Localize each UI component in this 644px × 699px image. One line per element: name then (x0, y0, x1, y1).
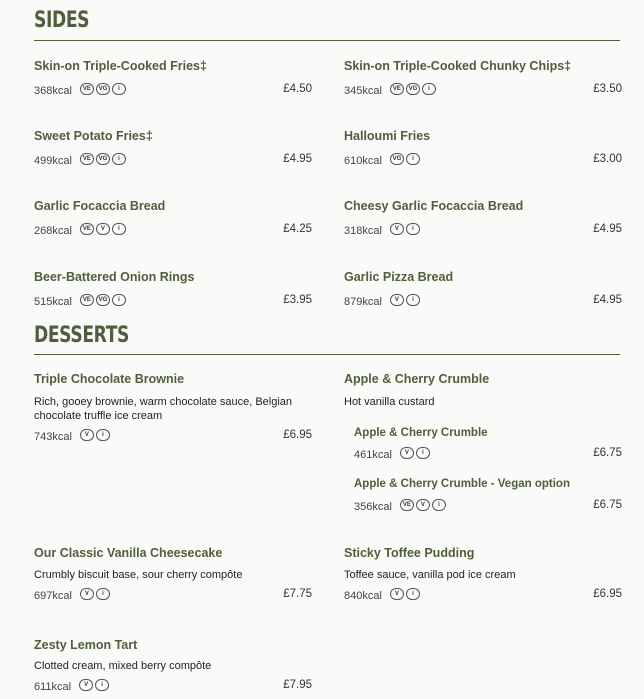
item-price: £6.75 (593, 499, 622, 511)
item-name: Cheesy Garlic Focaccia Bread (344, 199, 524, 213)
info-icon[interactable]: i (416, 447, 430, 459)
item-price: £7.75 (283, 588, 312, 600)
item-kcal: 461kcal (354, 449, 392, 461)
item-price: £6.95 (593, 588, 622, 600)
info-icon[interactable]: i (406, 294, 420, 306)
item-description: Crumbly biscuit base, sour cherry compôte (34, 569, 243, 581)
vegan-icon: VE (80, 83, 94, 95)
vegetarian-icon: V (96, 223, 110, 235)
info-icon[interactable]: i (96, 588, 110, 600)
item-price: £7.95 (283, 679, 312, 691)
item-kcal: 499kcal (34, 155, 72, 167)
vegetarian-icon: V (390, 223, 404, 235)
dietary-badges (79, 679, 109, 691)
menu-item[interactable] (344, 127, 622, 167)
item-name: Garlic Focaccia Bread (34, 199, 166, 213)
vegetarian-icon: V (80, 588, 94, 600)
info-icon[interactable]: i (112, 153, 126, 165)
item-kcal: 268kcal (34, 225, 72, 237)
dietary-badges (80, 294, 126, 306)
info-icon[interactable]: i (112, 83, 126, 95)
vegan-icon: VE (80, 223, 94, 235)
item-name: Triple Chocolate Brownie (34, 372, 185, 386)
info-icon[interactable]: i (406, 223, 420, 235)
vegetarian-icon: V (416, 499, 430, 511)
item-kcal: 840kcal (344, 590, 382, 602)
menu-item[interactable] (34, 370, 312, 443)
item-price: £3.50 (593, 83, 622, 95)
dietary-badges (400, 499, 446, 511)
item-price: £4.95 (283, 153, 312, 165)
item-kcal: 611kcal (34, 681, 72, 693)
item-price: £3.00 (593, 153, 622, 165)
item-price: £4.50 (283, 83, 312, 95)
menu-item-option[interactable] (354, 425, 622, 461)
item-name: Apple & Cherry Crumble (344, 372, 490, 386)
item-price: £6.95 (283, 429, 312, 441)
info-icon[interactable]: i (432, 499, 446, 511)
item-price: £4.95 (593, 223, 622, 235)
dietary-badges (400, 447, 430, 459)
item-kcal: 743kcal (34, 431, 72, 443)
menu-item[interactable] (34, 197, 312, 237)
item-description: Toffee sauce, vanilla pod ice cream (344, 569, 516, 581)
dietary-badges (80, 588, 110, 600)
info-icon[interactable]: i (112, 294, 126, 306)
section-divider (34, 40, 620, 41)
dietary-badges (80, 429, 110, 441)
option-name: Apple & Cherry Crumble - Vegan option (354, 478, 570, 490)
vegetarian-icon: V (79, 679, 93, 691)
menu-item[interactable] (34, 57, 312, 97)
item-kcal: 879kcal (344, 296, 382, 308)
dietary-badges (80, 83, 126, 95)
menu-item[interactable] (34, 636, 312, 693)
menu-item[interactable] (344, 268, 622, 308)
item-price: £4.95 (593, 294, 622, 306)
menu-item[interactable] (34, 544, 312, 602)
vegetarian-icon: V (390, 588, 404, 600)
vegetarian-icon: V (80, 429, 94, 441)
menu-item[interactable] (344, 370, 622, 409)
menu-item[interactable] (344, 197, 622, 237)
dietary-badges (80, 153, 126, 165)
item-name: Skin-on Triple-Cooked Fries‡ (34, 59, 207, 73)
menu-item[interactable] (34, 127, 312, 167)
vegan-icon: VE (400, 499, 414, 511)
vegetarian-icon: VG (96, 153, 110, 165)
item-price: £6.75 (593, 447, 622, 459)
item-name: Halloumi Fries (344, 129, 431, 143)
dietary-badges (390, 83, 436, 95)
dietary-badges (80, 223, 126, 235)
info-icon[interactable]: i (422, 83, 436, 95)
item-price: £3.95 (283, 294, 312, 306)
menu-item[interactable] (344, 544, 622, 602)
vegetarian-icon: V (390, 294, 404, 306)
item-name: Sticky Toffee Pudding (344, 546, 475, 560)
section-divider (34, 354, 620, 355)
item-kcal: 345kcal (344, 85, 382, 97)
item-kcal: 697kcal (34, 590, 72, 602)
vegan-icon: VE (80, 294, 94, 306)
item-description: Rich, gooey brownie, warm chocolate sauce, Belgian chocolate truffle ice cream (34, 396, 293, 422)
item-kcal: 610kcal (344, 155, 382, 167)
item-name: Our Classic Vanilla Cheesecake (34, 546, 223, 560)
item-name: Zesty Lemon Tart (34, 638, 138, 652)
section-title-sides: SIDES (34, 8, 90, 33)
info-icon[interactable]: i (112, 223, 126, 235)
vegetarian-icon: V (400, 447, 414, 459)
menu-item[interactable] (344, 57, 622, 97)
item-name: Garlic Pizza Bread (344, 270, 454, 284)
item-kcal: 356kcal (354, 501, 392, 513)
vegetarian-icon: VG (96, 294, 110, 306)
vegetarian-icon: VG (390, 153, 404, 165)
dietary-badges (390, 294, 420, 306)
item-kcal: 368kcal (34, 85, 72, 97)
item-name: Sweet Potato Fries‡ (34, 129, 153, 143)
item-kcal: 515kcal (34, 296, 72, 308)
info-icon[interactable]: i (96, 429, 110, 441)
section-title-desserts: DESSERTS (34, 323, 130, 348)
vegan-icon: VE (390, 83, 404, 95)
dietary-badges (390, 588, 420, 600)
info-icon[interactable]: i (406, 588, 420, 600)
vegan-icon: VE (80, 153, 94, 165)
item-description: Clotted cream, mixed berry compôte (34, 660, 212, 672)
menu-item-option[interactable] (354, 476, 622, 513)
info-icon[interactable]: i (406, 153, 420, 165)
item-kcal: 318kcal (344, 225, 382, 237)
dietary-badges (390, 153, 420, 165)
vegetarian-icon: VG (406, 83, 420, 95)
option-name: Apple & Cherry Crumble (354, 427, 488, 439)
item-name: Beer-Battered Onion Rings (34, 270, 195, 284)
menu-item[interactable] (34, 268, 312, 308)
info-icon[interactable]: i (95, 679, 109, 691)
vegetarian-icon: VG (96, 83, 110, 95)
item-name: Skin-on Triple-Cooked Chunky Chips‡ (344, 59, 572, 73)
dietary-badges (390, 223, 420, 235)
item-price: £4.25 (283, 223, 312, 235)
item-description: Hot vanilla custard (344, 396, 435, 408)
